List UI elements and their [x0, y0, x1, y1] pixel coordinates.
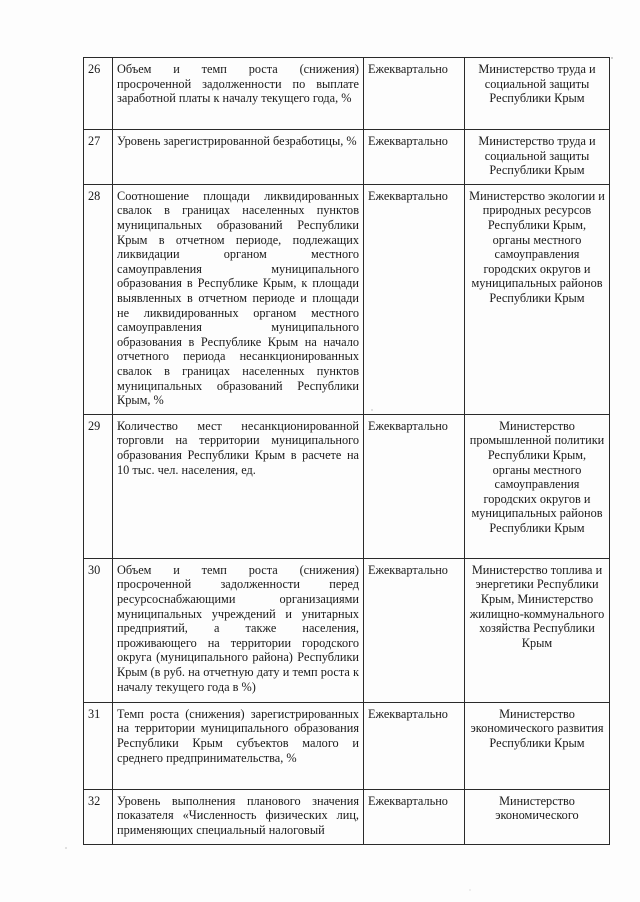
reporting-period: Ежеквартально: [364, 558, 465, 702]
reporting-period: Ежеквартально: [364, 702, 465, 789]
reporting-period: Ежеквартально: [364, 58, 465, 130]
row-number: 30: [84, 558, 113, 702]
table-row: [84, 58, 610, 130]
reporting-period: Ежеквартально: [364, 414, 465, 558]
table-row: [84, 558, 610, 702]
table-row: [84, 130, 610, 185]
row-number: 31: [84, 702, 113, 789]
table-row: [84, 414, 610, 558]
reporting-period: Ежеквартально: [364, 789, 465, 844]
row-number: 29: [84, 414, 113, 558]
table-row: [84, 184, 610, 414]
table-row: [84, 702, 610, 789]
responsible-body: Министерство топлива и энергетики Республики Крым, Министерство жилищно-коммунального хозяйства Республики Крым: [465, 558, 610, 702]
indicator-name: Количество мест несанкционированной торговли на территории муниципального образования Республики Крым в расчете на 10 тыс. чел. населения, ед.: [113, 414, 364, 558]
indicator-name: Объем и темп роста (снижения) просроченной задолженности перед ресурсоснабжающими организациями муниципальных учреждений и унитарных предприятий, а также населения, проживающего на территории городского округа (муниципального района) Республики Крым (в руб. на отчетную дату и темп роста к началу текущего года в %): [113, 558, 364, 702]
indicator-name: Соотношение площади ликвидированных свалок в границах населенных пунктов муниципальных образований Республики Крым в отчетном периоде, подлежащих ликвидации органом местного самоуправления муниципального образования в Республике Крым, к площади выявленных в отчетном периоде и площади не ликвидированных органом местного самоуправления муниципального образования в Республике Крым на начало отчетного периода несанкционированных свалок в границах населенных пунктов муниципальных образований Республики Крым, %: [113, 184, 364, 414]
responsible-body: Министерство труда и социальной защиты Республики Крым: [465, 130, 610, 185]
indicator-name: Уровень зарегистрированной безработицы, %: [113, 130, 364, 185]
table-row: [84, 789, 610, 844]
row-number: 28: [84, 184, 113, 414]
row-number: 26: [84, 58, 113, 130]
indicator-name: Темп роста (снижения) зарегистрированных на территории муниципального образования Республики Крым субъектов малого и среднего предпринимательства, %: [113, 702, 364, 789]
responsible-body: Министерство труда и социальной защиты Республики Крым: [465, 58, 610, 130]
row-number: 27: [84, 130, 113, 185]
responsible-body: Министерство экономического: [465, 789, 610, 844]
responsible-body: Министерство экономического развития Республики Крым: [465, 702, 610, 789]
indicators-table: [83, 57, 610, 845]
responsible-body: Министерство промышленной политики Республики Крым, органы местного самоуправления городских округов и муниципальных районов Республики Крым: [465, 414, 610, 558]
row-number: 32: [84, 789, 113, 844]
indicator-name: Объем и темп роста (снижения) просроченной задолженности по выплате заработной платы к началу текущего года, %: [113, 58, 364, 130]
indicator-name: Уровень выполнения планового значения показателя «Численность физических лиц, применяющих специальный налоговый: [113, 789, 364, 844]
reporting-period: Ежеквартально: [364, 130, 465, 185]
reporting-period: Ежеквартально: [364, 184, 465, 414]
responsible-body: Министерство экологии и природных ресурсов Республики Крым, органы местного самоуправления городских округов и муниципальных районов Республики Крым: [465, 184, 610, 414]
